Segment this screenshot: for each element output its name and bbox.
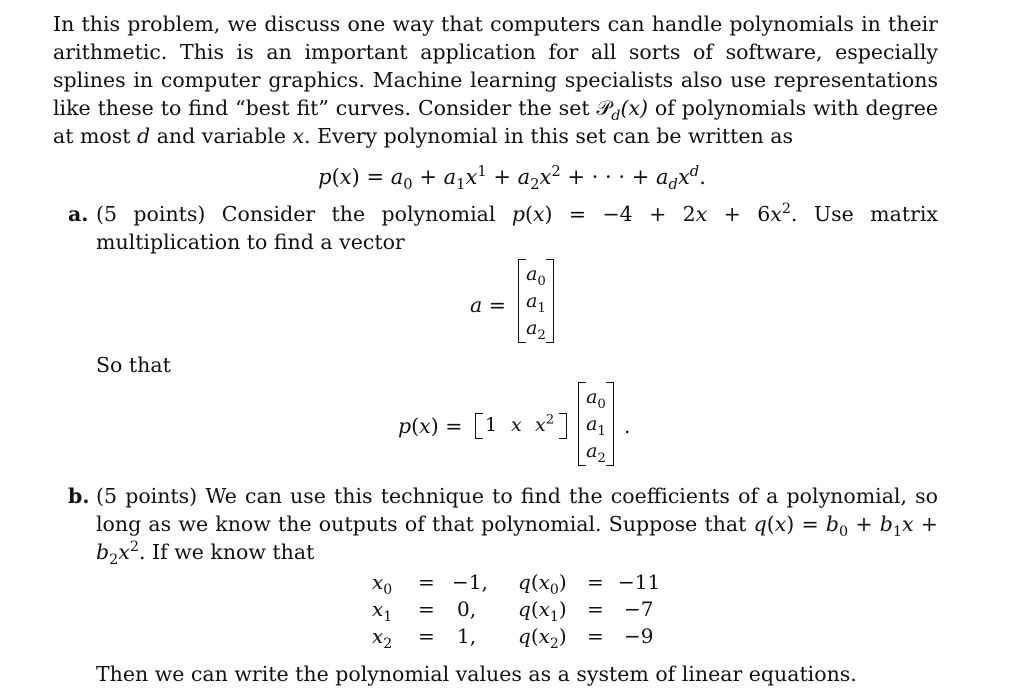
- vector-entry-a1: $a_1$: [526, 290, 546, 316]
- column-vector-matrix: [578, 382, 614, 466]
- left-bracket: [475, 413, 483, 439]
- set-symbol: 𝒫$_d$(x): [596, 96, 649, 125]
- x1-value: 0,: [457, 597, 477, 621]
- intro-d: d: [137, 124, 151, 148]
- right-bracket: [559, 413, 567, 439]
- equals-sign: =: [587, 624, 604, 648]
- equals-sign: =: [418, 597, 435, 621]
- part-a-label: a.: [68, 202, 89, 226]
- equals-sign: =: [418, 570, 435, 594]
- part-a-text-2: . Use matrix multiplication to find a vector: [96, 202, 938, 254]
- part-b-label: b.: [68, 484, 90, 508]
- q-x2-value: −9: [624, 624, 654, 648]
- intro-text-4: . Every polynomial in this set can be written as: [304, 124, 793, 148]
- part-b-text-2: . If we know that: [138, 540, 315, 564]
- part-a-polynomial: $p(x) = -4 + 2x + 6x^2$: [511, 201, 791, 226]
- equals-sign: =: [587, 597, 604, 621]
- intro-x: x: [292, 124, 305, 148]
- general-polynomial-equation: $p(x) = a_0 + a_1x^1 + a_2x^2$ + · · · + $a_dx^d$.: [318, 163, 706, 194]
- vector-entry-a0: $a_0$: [526, 263, 546, 289]
- x0-value: −1,: [452, 570, 488, 594]
- intro-text-1: In this problem, we discuss one way that computers can handle polynomials in their arithmetic. This is an important application for all sorts of software, especially splines in computer graphics. Machine learning specialists also use representations like these to find “best fit” curves. Consider the set: [53, 12, 938, 120]
- row-x0: $x_0$: [372, 570, 393, 598]
- part-b-text-1: (5 points) We can use this technique to find the coefficients of a polynomial, so long as we know the outputs of that polynomial. Suppose that: [96, 484, 938, 536]
- matrix-equation-period: .: [624, 414, 631, 438]
- intro-paragraph: [53, 10, 938, 150]
- q-x2: $q(x_2)$: [518, 624, 567, 652]
- part-b: [68, 482, 938, 569]
- row-entry-x2: $x^2$: [535, 412, 555, 436]
- row-entry-x: x: [511, 414, 522, 436]
- x2-value: 1,: [457, 624, 477, 648]
- equals-sign: =: [587, 570, 604, 594]
- column-entry-a0: $a_0$: [586, 386, 606, 412]
- intro-text-2: of polynomials with degree at most: [53, 96, 938, 148]
- row-vector-matrix: [475, 413, 567, 439]
- so-that-text: So that: [96, 353, 171, 377]
- vector-entry-a2: $a_2$: [526, 317, 546, 343]
- vector-a-matrix: [518, 259, 554, 343]
- column-entry-a1: $a_1$: [586, 413, 606, 439]
- matrix-equation-lhs: p(x) =: [398, 414, 463, 438]
- row-entry-1: 1: [485, 414, 498, 436]
- vector-a-lhs: a =: [470, 293, 506, 317]
- intro-text-3: and variable: [150, 124, 293, 148]
- part-a: [68, 200, 938, 256]
- equals-sign: =: [418, 624, 435, 648]
- part-a-text-1: (5 points) Consider the polynomial: [96, 202, 512, 226]
- row-x1: $x_1$: [372, 597, 393, 625]
- closing-sentence: Then we can write the polynomial values as a system of linear equations.: [96, 662, 857, 686]
- q-x0: $q(x_0)$: [518, 570, 567, 598]
- row-x2: $x_2$: [372, 624, 393, 652]
- q-x1-value: −7: [624, 597, 654, 621]
- q-x0-value: −11: [618, 570, 661, 594]
- part-b-polynomial: $q(x) = b_0 + b_1x + b_2x^2$: [96, 512, 938, 569]
- column-entry-a2: $a_2$: [586, 440, 606, 466]
- q-x1: $q(x_1)$: [518, 597, 567, 625]
